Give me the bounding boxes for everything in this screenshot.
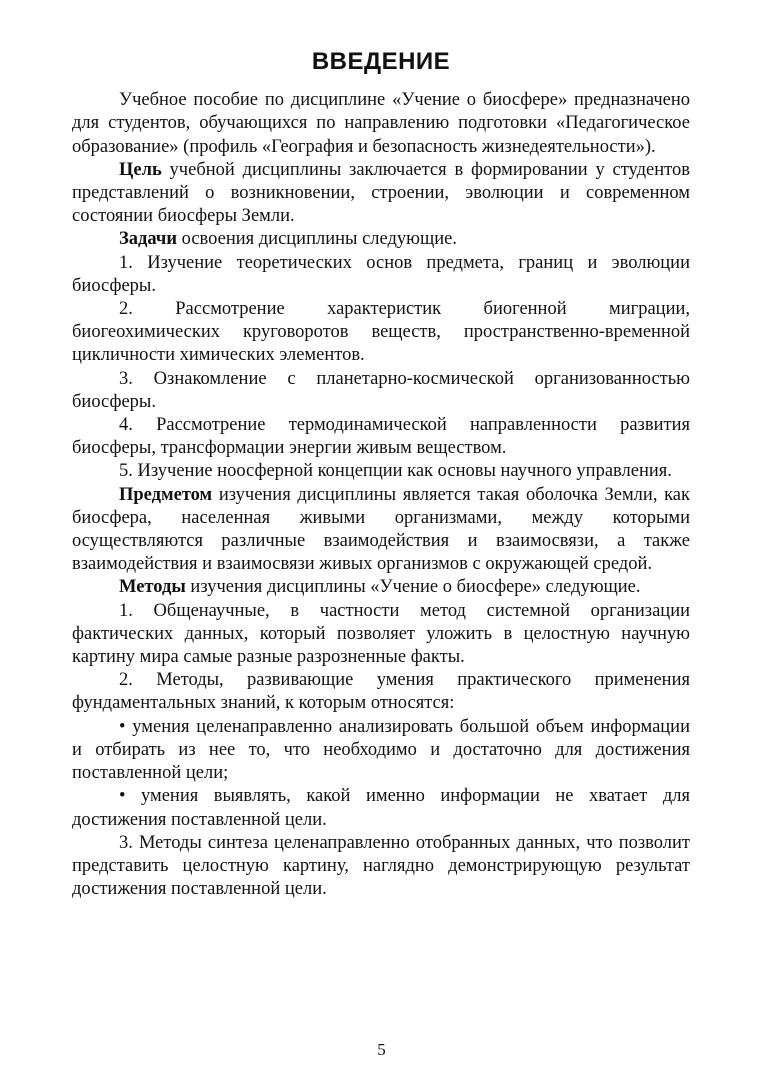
paragraph-lead: Цель <box>119 159 162 180</box>
paragraph-text: 2. Методы, развивающие умения практического применения фундаментальных знаний, к которым относятся: <box>72 670 690 714</box>
paragraph-lead: Предметом <box>119 484 213 505</box>
list-item-task-2 <box>72 298 690 368</box>
paragraph-text: 3. Методы синтеза целенаправленно отобранных данных, что позволит представить целостную картину, наглядно демонстрирующую результат достижения поставленной цели. <box>72 832 690 900</box>
list-item-bullet-1 <box>72 716 690 786</box>
paragraph-text: Учебное пособие по дисциплине «Учение о биосфере» предназначено для студентов, обучающихся по направлению подготовки «Педагогическое образование» (профиль «География и безопасность жизнедеятельности»). <box>72 90 690 157</box>
list-item-method-3 <box>72 832 690 902</box>
paragraph-text: 1. Изучение теоретических основ предмета, границ и эволюции биосферы. <box>72 252 690 296</box>
paragraph-text: 2. Рассмотрение характеристик биогенной миграции, биогеохимических круговоротов веществ, пространственно-временной цикличности химических элементов. <box>72 299 690 366</box>
paragraph-text: освоения дисциплины следующие. <box>176 229 457 250</box>
paragraph-intro <box>72 89 690 159</box>
paragraph-lead: Методы <box>119 577 186 598</box>
list-item-task-1 <box>72 252 690 298</box>
paragraph-goal <box>72 159 690 229</box>
paragraph-text: 5. Изучение ноосферной концепции как основы научного управления. <box>119 461 672 482</box>
paragraph-text: изучения дисциплины «Учение о биосфере» следующие. <box>185 577 641 598</box>
page-title: ВВЕДЕНИЕ <box>311 48 451 75</box>
paragraph-lead: Задачи <box>119 229 177 250</box>
paragraph-text: 4. Рассмотрение термодинамической направленности развития биосферы, трансформации энергии живым веществом. <box>72 415 690 459</box>
paragraph-text: 1. Общенаучные, в частности метод системной организации фактических данных, который позволяет уложить в целостную научную картину мира самые разные разрозненные факты. <box>72 600 690 668</box>
paragraph-text: учебной дисциплины заключается в формировании у студентов представлений о возникновении, строении, эволюции и современном состоянии биосферы Земли. <box>72 159 690 227</box>
list-item-method-1 <box>72 600 690 670</box>
list-item-method-2 <box>72 669 690 715</box>
list-item-task-3 <box>72 368 690 414</box>
page-number: 5 <box>377 1040 386 1059</box>
paragraph-text: 3. Ознакомление с планетарно-космической организованностью биосферы. <box>72 368 690 412</box>
page-body <box>72 50 690 901</box>
list-item-task-4 <box>72 414 690 460</box>
paragraph-text: • умения выявлять, какой именно информации не хватает для достижения поставленной цели. <box>72 786 690 830</box>
paragraph-tasks <box>72 228 690 251</box>
paragraph-text: изучения дисциплины является такая оболочка Земли, как биосфера, населенная живыми организмами, между которыми осуществляются различные взаимодействия и взаимосвязи, а также взаимодействия и взаимосвязи живых организмов с окружающей средой. <box>72 484 690 575</box>
list-item-task-5 <box>72 460 690 483</box>
paragraph-subject <box>72 484 690 577</box>
paragraph-methods <box>72 576 690 599</box>
list-item-bullet-2 <box>72 785 690 831</box>
paragraph-text: • умения целенаправленно анализировать большой объем информации и отбирать из нее то, что необходимо и достаточно для достижения поставленной цели; <box>72 716 690 784</box>
